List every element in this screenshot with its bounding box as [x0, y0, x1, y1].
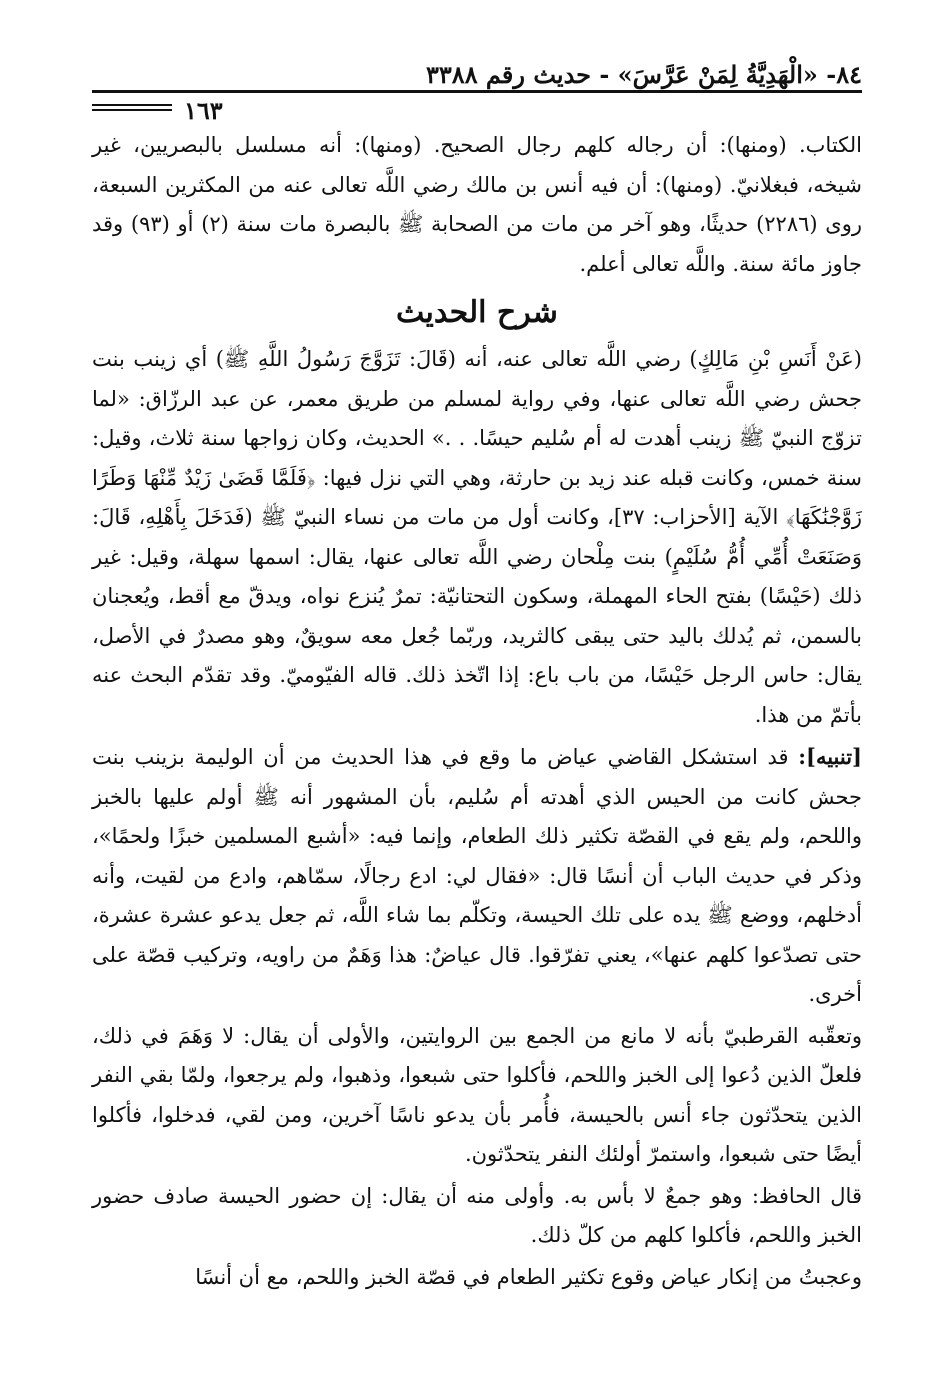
paragraph-qurtubi: وتعقّبه القرطبيّ بأنه لا مانع من الجمع بين الروايتين، والأولى أن يقال: لا وَهَمَ في ذلك، فلعلّ الذين دُعوا إلى الخبز واللحم، فأكلوا حتى شبعوا، وذهبوا، ولم يرجعوا، ولمّا بقي النفر الذين يتحدّثون جاء أنس بالحيسة، فأُمر بأن يدعو ناسًا آخرين، ومن لقي، فدخلوا، فأكلوا أيضًا حتى شبعوا، واستمرّ أولئك النفر يتحدّثون. [92, 1023, 862, 1166]
page-number-rules [92, 104, 172, 114]
running-header [92, 60, 862, 96]
note-label: [تنبيه]: [798, 744, 862, 769]
page-number: ١٦٣ [172, 96, 235, 125]
book-page [92, 60, 862, 1360]
paragraph-note [92, 737, 862, 1015]
paragraph-intro: الكتاب. (ومنها): أن رجاله كلهم رجال الصحيح. (ومنها): أنه مسلسل بالبصريين، غير شيخه، فبغلانيّ. (ومنها): أن فيه أنس بن مالك رضي اللَّه تعالى عنه من المكثرين السبعة، روى (٢٢٨٦) حديثًا، وهو آخر من مات من الصحابة ﷺ بالبصرة مات سنة (٢) أو (٩٣) وقد جاوز مائة سنة. واللَّه تعالى أعلم. [92, 133, 862, 276]
paragraph-hadith-commentary: (عَنْ أَنَسِ بْنِ مَالِكٍ) رضي اللَّه تعالى عنه، أنه (قَالَ: تَزَوَّجَ رَسُولُ اللَّهِ ﷺ) أي زينب بنت جحش رضي اللَّه تعالى عنها، وفي رواية لمسلم من طريق معمر، عن عبد الرزّاق: «لما تزوّج النبيّ ﷺ زينب أهدت له أم سُليم حيسًا. . .» الحديث، وكان زواجها سنة ثلاث، وقيل: سنة خمس، وكانت قبله عند زيد بن حارثة، وهي التي نزل فيها: ﴿فَلَمَّا قَضَىٰ زَيْدٌ مِّنْهَا وَطَرًا زَوَّجْنَٰكَهَا﴾ الآية [الأحزاب: ٣٧]، وكانت أول من مات من نساء النبيّ ﷺ (فَدَخَلَ بِأَهْلِهِ، قَالَ: وَصَنَعَتْ أُمِّي أُمُّ سُلَيْمٍ) بنت مِلْحان رضي اللَّه تعالى عنها، يقال: اسمها سهلة، وقيل: غير ذلك (حَيْسًا) بفتح الحاء المهملة، وسكون التحتانيّة: تمرٌ يُنزع نواه، ويدقّ مع أقط، ويُعجنان بالسمن، ثم يُدلك باليد حتى يبقى كالثريد، وربّما جُعل معه سويقٌ، وهو مصدرٌ في الأصل، يقال: حاس الرجل حَيْسًا، من باب باع: إذا اتّخذ ذلك. قاله الفيّوميّ. وقد تقدّم البحث عنه بأتمّ من هذا. [92, 347, 862, 727]
page-number-row [92, 96, 862, 126]
section-heading: شرح الحديث [396, 295, 558, 330]
paragraph-closing: وعجبتُ من إنكار عياض وقوع تكثير الطعام في قصّة الخبز واللحم، مع أن أنسًا [195, 1264, 862, 1289]
paragraph-hafiz: قال الحافظ: وهو جمعٌ لا بأس به. وأولى منه أن يقال: إن حضور الحيسة صادف حضور الخبز واللحم، فأكلوا كلهم من كلّ ذلك. [92, 1183, 862, 1247]
note-text: قد استشكل القاضي عياض ما وقع في هذا الحديث من أن الوليمة بزينب بنت جحش كانت من الحيس الذي أهدته أم سُليم، بأن المشهور أنه ﷺ أولم عليها بالخبز واللحم، ولم يقع في القصّة تكثير ذلك الطعام، وإنما فيه: «أشبع المسلمين خبزًا ولحمًا»، وذكر في حديث الباب أن أنسًا قال: «فقال لي: ادع رجالًا، سمّاهم، وادع من لقيت، وأنه أدخلهم، ووضع ﷺ يده على تلك الحيسة، وتكلّم بما شاء اللَّه، ثم جعل يدعو عشرة عشرة، حتى تصدّعوا كلهم عنها»، يعني تفرّقوا. قال عياضٌ: هذا وَهَمٌ من راويه، وتركيب قصّة على أخرى. [92, 745, 862, 1006]
header-rule [92, 90, 862, 93]
chapter-title: ٨٤- «الْهَدِيَّةُ لِمَنْ عَرَّسَ» - حديث رقم ٣٣٨٨ [426, 60, 862, 89]
